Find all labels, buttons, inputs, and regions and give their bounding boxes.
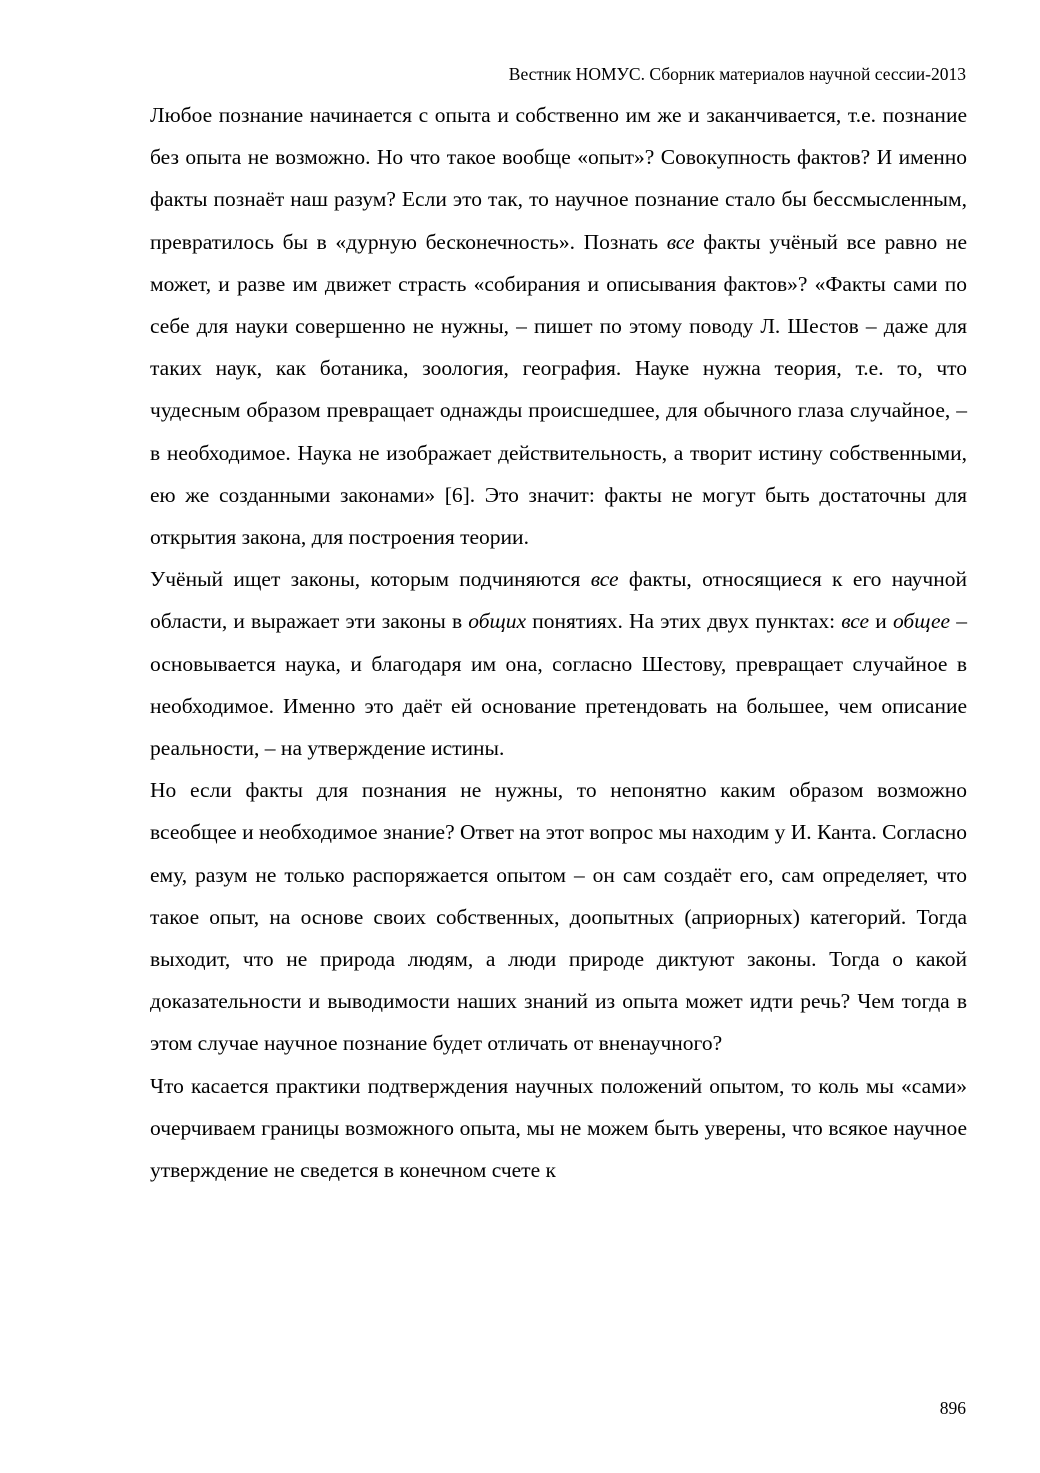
italic-text-run: общих <box>468 609 527 634</box>
paragraph <box>150 1065 967 1192</box>
text-run: факты учёный все равно не может, и разве им движет страсть «собирания и описывания фактов»? «Факты сами по себе для науки совершенно не нужны, – пишет по этому поводу Л. Шестов – даже для таких наук, как ботаника, зоология, география. Науке нужна теория, т.е. то, что чудесным образом превращает однажды происшедшее, для обычного глаза случайное, – в необходимое. Наука не изображает действительность, а творит истину собственными, ею же созданными законами» [6]. Это значит: факты не могут быть достаточны для открытия закона, для построения теории. <box>150 229 967 550</box>
text-run: факты, относящиеся к его научной области, и выражает эти законы в <box>150 567 967 634</box>
paragraph <box>150 769 967 1064</box>
paragraph <box>150 94 967 558</box>
italic-text-run: все <box>666 229 695 254</box>
italic-text-run: все <box>841 609 870 634</box>
body-text <box>150 94 967 1191</box>
paragraph <box>150 558 967 769</box>
italic-text-run: общее <box>892 609 951 634</box>
text-run: Любое познание начинается с опыта и собственно им же и заканчивается, т.е. познание без опыта не возможно. Но что такое вообще «опыт»? Совокупность фактов? И именно факты познаёт наш разум? Если это так, то научное познание стало бы бессмысленным, превратилось бы в «дурную бесконечность». Познать <box>150 103 967 254</box>
text-run: Что касается практики подтверждения научных положений опытом, то коль мы «сами» очерчиваем границы возможного опыта, мы не можем быть уверены, что всякое научное утверждение не сведется в конечном счете к <box>150 1073 967 1183</box>
text-run: Учёный ищет законы, которым подчиняются <box>150 567 591 592</box>
italic-text-run: все <box>590 567 619 592</box>
text-run: – основывается наука, и благодаря им она, согласно Шестову, превращает случайное в необходимое. Именно это даёт ей основание претендовать на большее, чем описание реальности, – на утверждение истины. <box>150 609 967 761</box>
page-number: 896 <box>939 1398 966 1418</box>
text-run: и <box>869 609 893 634</box>
text-run: понятиях. На этих двух пунктах: <box>526 609 842 634</box>
running-header: Вестник НОМУС. Сборник материалов научной сессии-2013 <box>508 64 966 84</box>
text-run: Но если факты для познания не нужны, то непонятно каким образом возможно всеобщее и необходимое знание? Ответ на этот вопрос мы находим у И. Канта. Согласно ему, разум не только распоряжается опытом – он сам создаёт его, сам определяет, что такое опыт, на основе своих собственных, доопытных (априорных) категорий. Тогда выходит, что не природа людям, а люди природе диктуют законы. Тогда о какой доказательности и выводимости наших знаний из опыта может идти речь? Чем тогда в этом случае научное познание будет отличать от вненаучного? <box>150 778 967 1056</box>
